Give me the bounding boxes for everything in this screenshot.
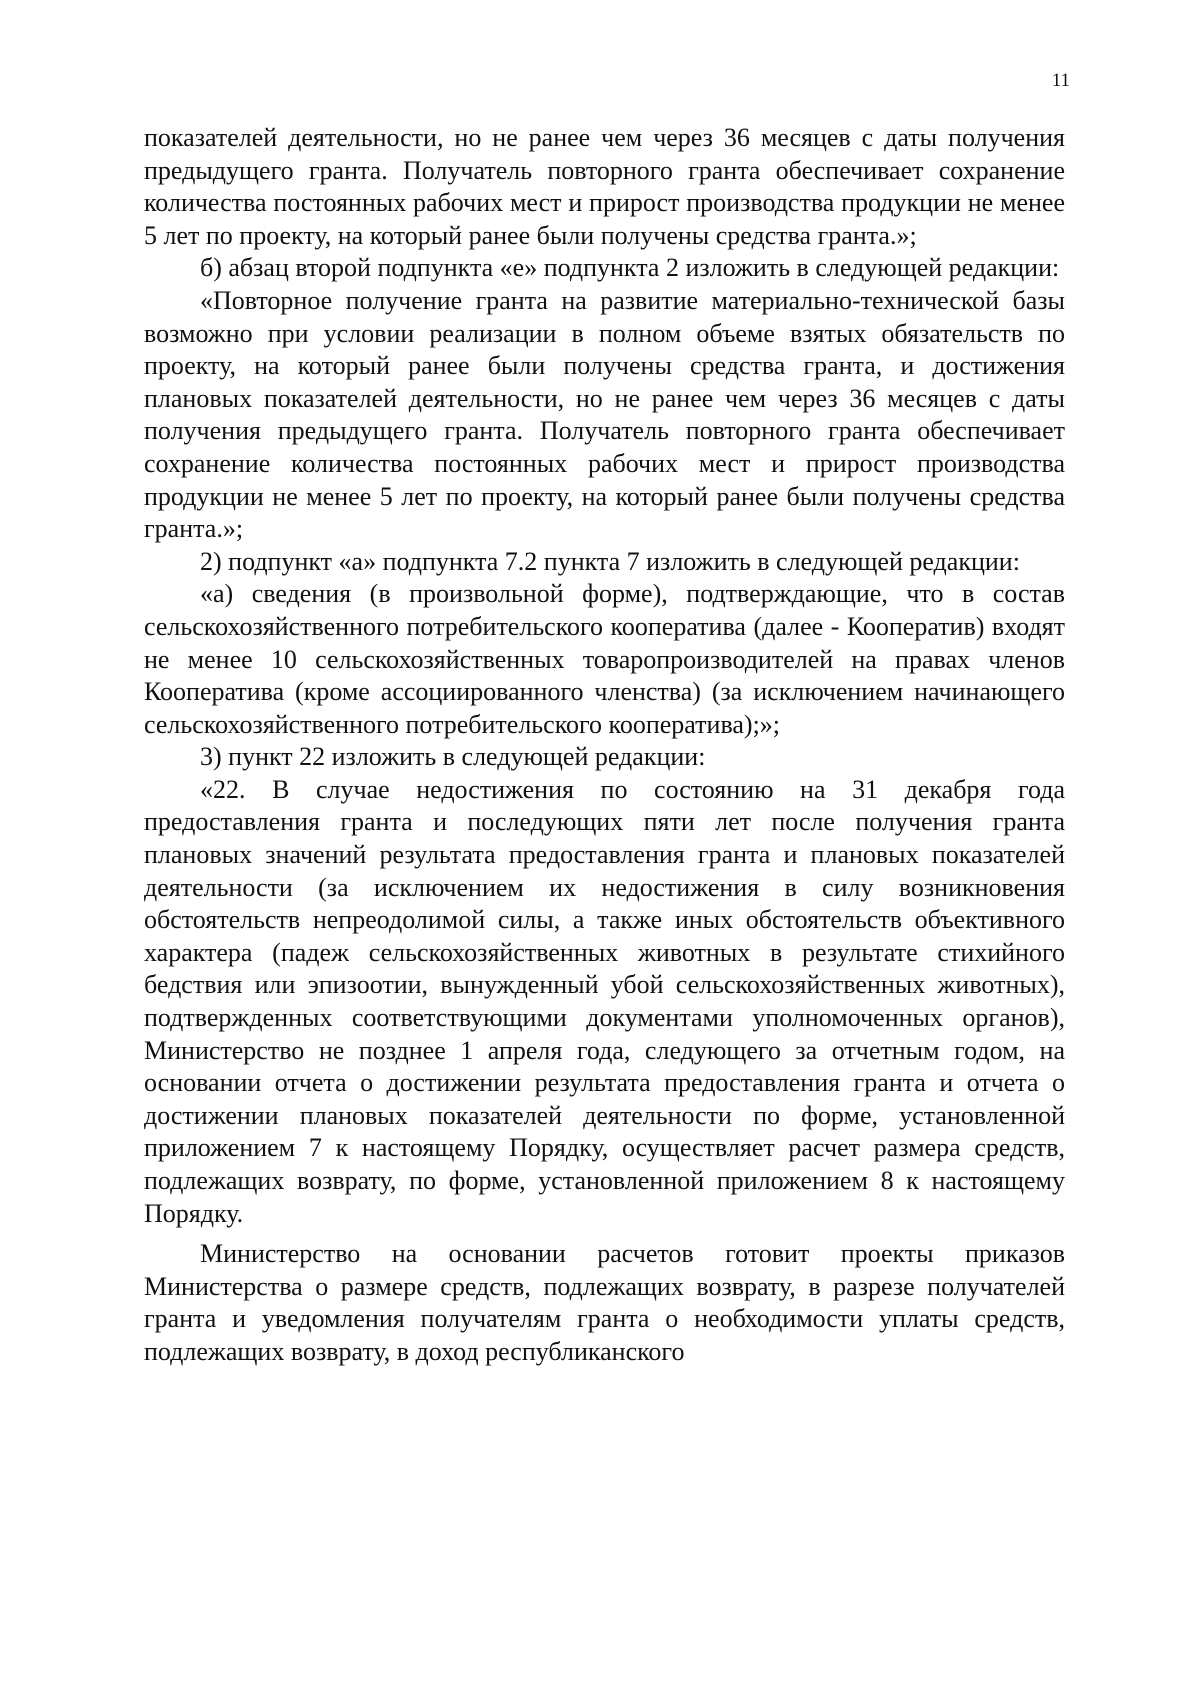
paragraph-quoted-subitem-a: «а) сведения (в произвольной форме), подтверждающие, что в состав сельскохозяйственного потребительского кооператива (далее - Кооператив) входят не менее 10 сельскохозяйственных товаропроизводителей на правах членов Кооператива (кроме ассоциированного членства) (за исключением начинающего сельскохозяйственного потребительского кооператива);»; (144, 579, 1065, 739)
paragraph-amendment-2: 2) подпункт «а» подпункта 7.2 пункта 7 изложить в следующей редакции: (200, 546, 1020, 576)
paragraph-quoted-repeat-grant: «Повторное получение гранта на развитие материально-технической базы возможно при условии реализации в полном объеме взятых обязательств по проекту, на который ранее были получены средства гранта, и достижения плановых показателей деятельности, но не ранее чем через 36 месяцев с даты получения предыдущего гранта. Получатель повторного гранта обеспечивает сохранение количества постоянных рабочих мест и прирост производства продукции не менее 5 лет по проекту, на который ранее были получены средства гранта.»; (144, 285, 1065, 544)
paragraph-quoted-item-22: «22. В случае недостижения по состоянию на 31 декабря года предоставления гранта и последующих пяти лет после получения гранта плановых значений результата предоставления гранта и плановых показателей деятельности (за исключением их недостижения в силу возникновения обстоятельств непреодолимой силы, а также иных обстоятельств объективного характера (падеж сельскохозяйственных животных в результате стихийного бедствия или эпизоотии, вынужденный убой сельскохозяйственных животных), подтвержденных соответствующими документами уполномоченных органов), Министерство не позднее 1 апреля года, следующего за отчетным годом, на основании отчета о достижении результата предоставления гранта и отчета о достижении плановых показателей деятельности по форме, установленной приложением 7 к настоящему Порядку, осуществляет расчет размера средств, подлежащих возврату, по форме, установленной приложением 8 к настоящему Порядку. (144, 774, 1065, 1228)
paragraph-ministry-orders: Министерство на основании расчетов готовит проекты приказов Министерства о размере средств, подлежащих возврату, в разрезе получателей гранта и уведомления получателям гранта о необходимости уплаты средств, подлежащих возврату, в доход республиканского (144, 1239, 1065, 1366)
paragraph-amendment-3: 3) пункт 22 изложить в следующей редакции: (200, 742, 706, 772)
page-number: 11 (1051, 70, 1070, 91)
document-body (144, 122, 1065, 1369)
paragraph-continuation: показателей деятельности, но не ранее чем через 36 месяцев с даты получения предыдущего гранта. Получатель повторного гранта обеспечивает сохранение количества постоянных рабочих мест и прирост производства продукции не менее 5 лет по проекту, на который ранее были получены средства гранта.»; (144, 123, 1065, 250)
paragraph-amendment-b: б) абзац второй подпункта «е» подпункта 2 изложить в следующей редакции: (200, 253, 1060, 283)
